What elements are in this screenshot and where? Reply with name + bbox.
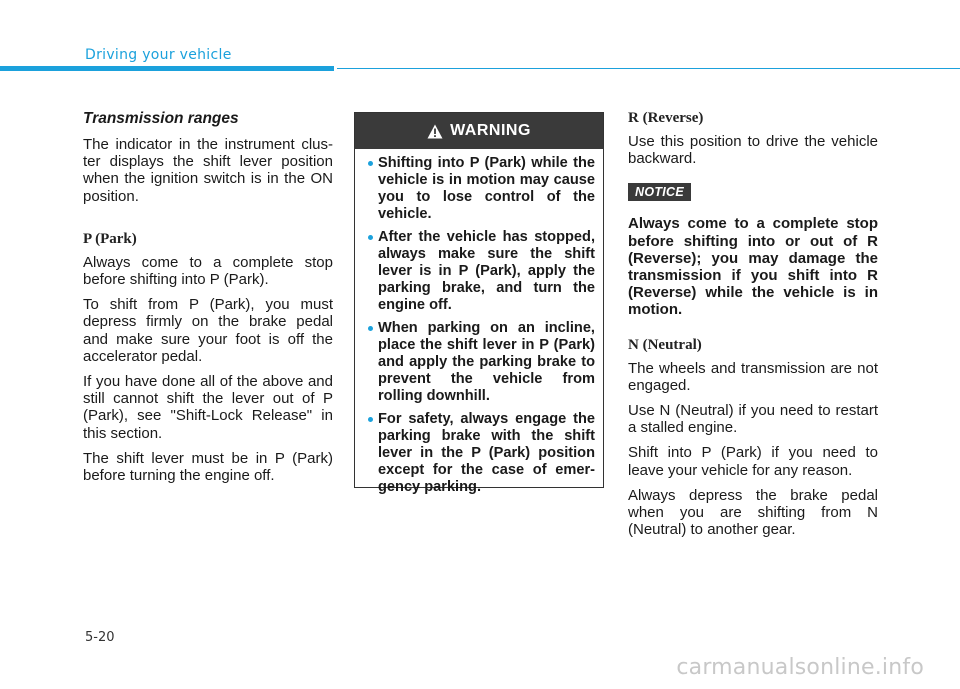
warning-item: Shifting into P (Park) while the vehicle is in motion may cause you to lose control of the vehicle. [368,155,595,223]
header-rule-thick [0,66,334,71]
warning-item: After the vehicle has stopped, always make sure the shift lever is in P (Park), apply the parking brake, and turn the engine off. [368,229,595,314]
neutral-paragraph: Shift into P (Park) if you need to leave your vehicle for any reason. [628,444,878,479]
notice-badge: NOTICE [628,183,691,201]
warning-triangle-icon [427,124,443,139]
intro-paragraph: The indicator in the instrument clus-ter displays the shift lever position when the ignition switch is in the ON position. [83,136,333,205]
warning-list [355,149,603,496]
warning-box [354,112,604,495]
neutral-paragraph: Use N (Neutral) if you need to restart a stalled engine. [628,402,878,437]
warning-label: WARNING [450,122,531,139]
warning-item: For safety, always engage the parking brake with the shift lever in the P (Park) position except for the case of emer-gency parking. [368,411,595,496]
neutral-paragraph: Always depress the brake pedal when you are shifting from N (Neutral) to another gear. [628,486,878,539]
warning-header [355,113,603,149]
park-paragraph: The shift lever must be in P (Park) before turning the engine off. [83,449,333,485]
transmission-ranges-heading: Transmission ranges [83,110,239,127]
reverse-paragraph: Use this position to drive the vehicle backward. [628,133,878,168]
park-heading: P (Park) [83,230,137,247]
watermark: carmanualsonline.info [676,655,924,680]
section-title: Driving your vehicle [85,47,232,63]
reverse-heading: R (Reverse) [628,110,704,126]
neutral-heading: N (Neutral) [628,336,702,353]
right-column [628,110,878,538]
header-rule-thin [337,68,960,69]
page-number: 5-20 [85,630,115,645]
warning-item: When parking on an incline, place the shift lever in P (Park) and apply the parking brake to prevent the vehicle from rolling downhill. [368,320,595,405]
park-paragraph: Always come to a complete stop before shifting into P (Park). [83,253,333,289]
park-paragraph: To shift from P (Park), you must depress firmly on the brake pedal and make sure your foot is off the accelerator pedal. [83,296,333,365]
notice-paragraph: Always come to a complete stop before shifting into or out of R (Reverse); you may damage the transmission if you shift into R (Reverse) while the vehicle is in motion. [628,215,878,319]
left-column [83,110,333,484]
park-paragraph: If you have done all of the above and still cannot shift the lever out of P (Park), see "Shift-Lock Release" in this section. [83,373,333,442]
neutral-paragraph: The wheels and transmission are not engaged. [628,359,878,394]
